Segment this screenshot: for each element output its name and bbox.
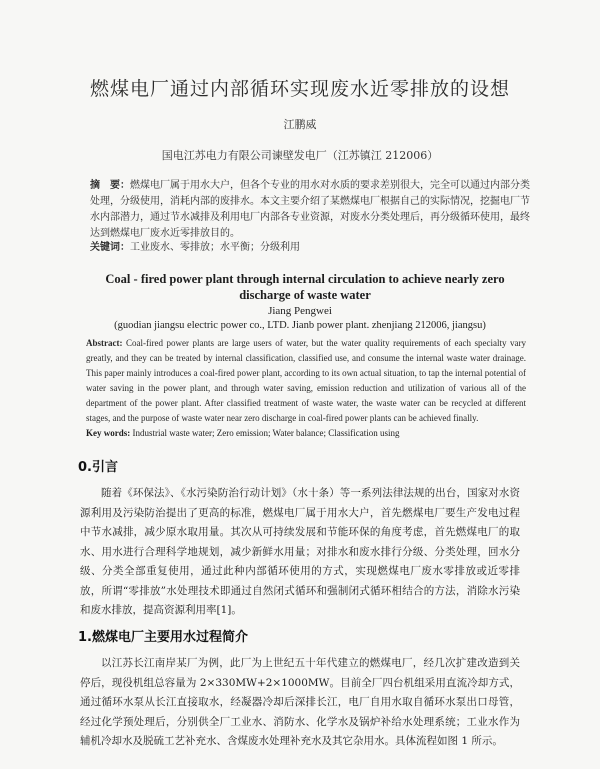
english-author: Jiang Pengwei	[268, 305, 332, 317]
english-abstract-label: Abstract:	[86, 338, 123, 348]
chinese-author: 江鹏威	[283, 118, 317, 131]
english-keywords-label: Key words:	[86, 428, 131, 438]
chinese-keywords-text: 工业废水、零排放；水平衡；分级利用	[130, 242, 300, 253]
chinese-abstract-label: 摘 要：	[90, 180, 130, 191]
section-paragraph-water-process: 以江苏长江南岸某厂为例，此厂为上世纪五十年代建立的燃煤电厂，经几次扩建改造到关停后，现役机组总容量为 2×330MW+2×1000MW。目前全厂四台机组采用直流冷却方式，通过循环水泵从长江直接取水，经凝器冷却后深排长江，电厂自用水取自循环水泵出口母管，经过化学预处理后，分别供全厂工业水、消防水、化学水及锅炉补给水处理系统；工业水作为辅机冷却水及脱硫工艺补充水、含煤废水处理补充水及其它杂用水。具体流程如图 1 所示。	[80, 657, 520, 747]
chinese-abstract-text: 燃煤电厂属于用水大户，但各个专业的用水对水质的要求差别很大，完全可以通过内部分类处理，分级使用，消耗内部的废排水。本文主要介绍了某燃煤电厂根据自己的实际情况，挖掘电厂节水内部潜力，通过节水减排及利用电厂内部各专业资源，对废水分类处理后，再分级循环使用，最终达到燃煤电厂废水近零排放目的。	[90, 180, 530, 239]
english-abstract	[86, 336, 526, 426]
english-abstract-text: Coal-fired power plants are large users of water, but the water quality requirements of each specialty vary greatly, and they can be treated by internal classification, classified use, and consume the internal waste water drainage. This paper mainly introduces a coal-fired power plant, according to its own actual situation, to tap the internal potential of water saving in the power plant, and through water saving, emission reduction and utilization of various all of the department of the power plant. After classified treatment of waste water, the waste water can be recycled at different stages, and the purpose of waste water near zero discharge in coal-fired power plants can be achieved finally.	[86, 338, 527, 423]
english-title: Coal - fired power plant through internal circulation to achieve nearly zero discharge of waste water	[105, 272, 505, 302]
english-affiliation: (guodian jiangsu electric power co., LTD. Jianb power plant. zhenjiang 212006, jiangsu)	[114, 320, 486, 331]
section-heading-water-process: 1.燃煤电厂主要用水过程简介	[78, 630, 248, 645]
chinese-affiliation: 国电江苏电力有限公司谏壁发电厂（江苏镇江 212006）	[161, 149, 439, 162]
section-paragraph-introduction: 随着《环保法》、《水污染防治行动计划》（水十条）等一系列法律法规的出台，国家对水资源利用及污染防治提出了更高的标准，燃煤电厂属于用水大户，首先燃煤电厂要生产发电过程中节水减排，减少原水取用量。其次从可持续发展和节能环保的角度考虑，首先燃煤电厂的取水、用水进行合理科学地规划，减少新鲜水用量；对排水和废水排行分级、分类处理，回水分级、分类全部重复使用，通过此种内部循环使用的方式，实现燃煤电厂废水零排放或近零排放，所谓“零排放”水处理技术即通过自然闭式循环和强制闭式循环相结合的方法，消除水污染和废水排放，提高资源利用率[1]。	[80, 487, 520, 616]
english-keywords	[86, 426, 526, 440]
chinese-abstract	[90, 178, 530, 242]
chinese-title: 燃煤电厂通过内部循环实现废水近零排放的设想	[89, 78, 510, 100]
section-heading-introduction: 0.引言	[78, 460, 118, 475]
english-keywords-text: Industrial waste water; Zero emission; Water balance; Classification using	[132, 428, 400, 438]
chinese-keywords	[90, 240, 530, 256]
chinese-keywords-label: 关键词：	[90, 242, 130, 253]
